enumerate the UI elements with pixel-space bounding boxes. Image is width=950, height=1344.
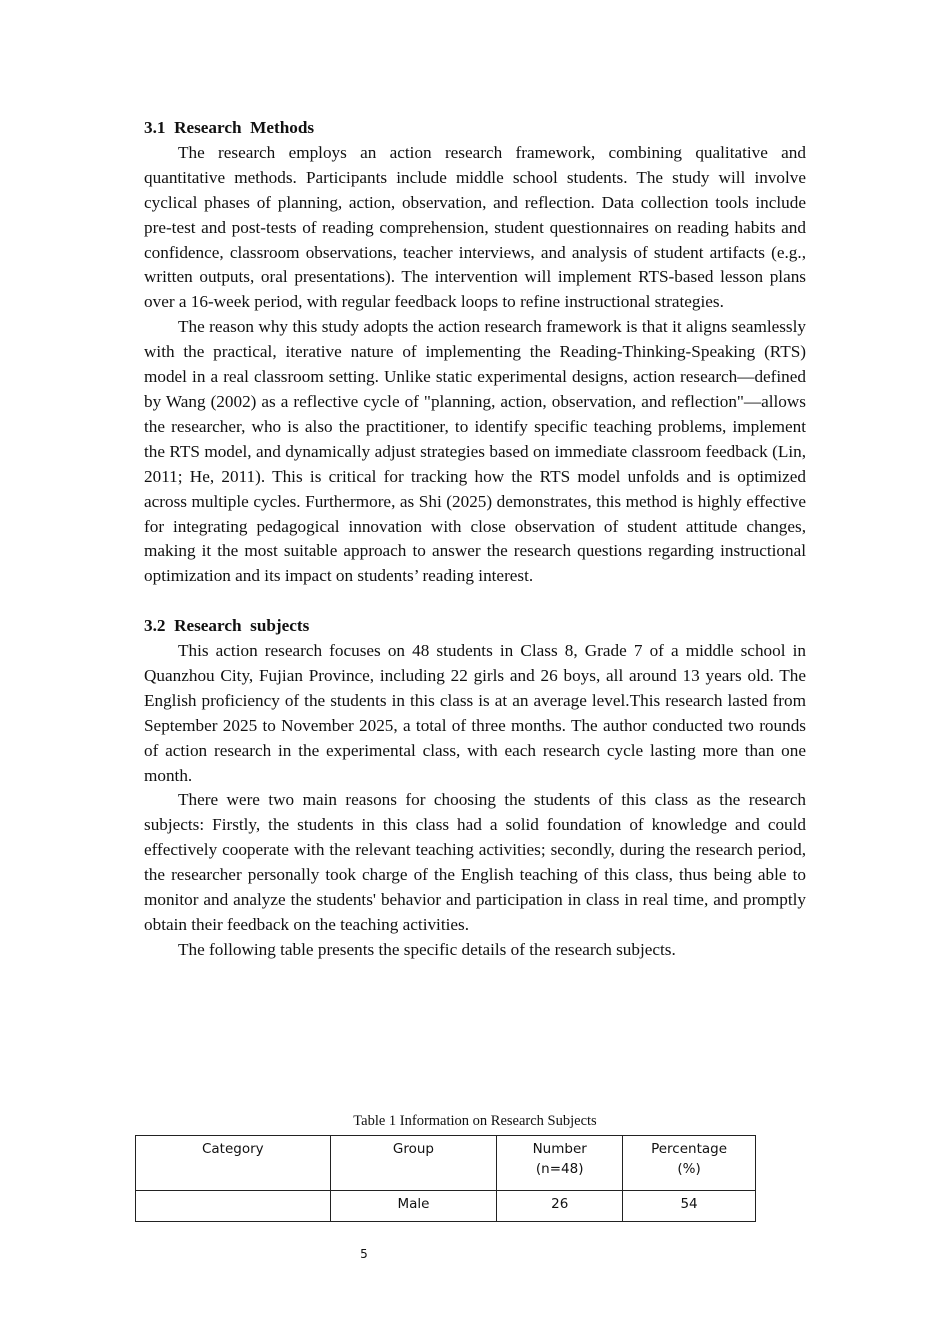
document-body	[144, 116, 806, 963]
header-category: Category	[136, 1136, 331, 1191]
paragraph-methods-rationale: The reason why this study adopts the action research framework is that it aligns seamlessly with the practical, iterative nature of implementing the Reading-Thinking-Speaking (RTS) model in a real classroom setting. Unlike static experimental designs, action research—defined by Wang (2002) as a reflective cycle of "planning, action, observation, and reflection"—allows the researcher, who is also the practitioner, to identify specific teaching problems, implement the RTS model, and dynamically adjust strategies based on immediate classroom feedback (Lin, 2011; He, 2011). This is critical for tracking how the RTS model unfolds and is optimized across multiple cycles. Furthermore, as Shi (2025) demonstrates, this method is highly effective for integrating pedagogical innovation with close observation of student attitude changes, making it the most suitable approach to answer the research questions regarding instructional optimization and its impact on students’ reading interest.	[144, 317, 806, 586]
cell-group: Male	[330, 1191, 497, 1222]
cell-category	[136, 1191, 331, 1222]
table-row	[136, 1191, 756, 1222]
page-number: 5	[360, 1247, 368, 1261]
paragraph-subjects-reasons: There were two main reasons for choosing the students of this class as the research subjects: Firstly, the students in this class had a solid foundation of knowledge and could effectively cooperate with the relevant teaching activities; secondly, during the research period, the researcher personally took charge of the English teaching of this class, thus being able to monitor and analyze the students' behavior and participation in class in real time, and promptly obtain their feedback on the teaching activities.	[144, 790, 806, 934]
header-number-label: Number	[532, 1141, 587, 1157]
header-number-sample: (n=48)	[535, 1161, 584, 1177]
header-percentage-unit: (%)	[677, 1161, 701, 1177]
header-percentage	[623, 1136, 756, 1191]
table-header-row	[136, 1136, 756, 1191]
section-gap	[144, 589, 806, 614]
table-caption: Table 1 Information on Research Subjects	[353, 1113, 597, 1129]
header-percentage-label: Percentage	[651, 1141, 728, 1157]
paragraph-methods-framework: The research employs an action research framework, combining qualitative and quantitative methods. Participants include middle school students. The study will involve cyclical phases of planning, action, observation, and reflection. Data collection tools include pre-test and post-tests of reading comprehension, student questionnaires on reading habits and confidence, classroom observations, teacher interviews, and analysis of student artifacts (e.g., written outputs, oral presentations). The intervention will implement RTS-based lesson plans over a 16-week period, with regular feedback loops to refine instructional strategies.	[144, 142, 806, 312]
section-heading-research-subjects: 3.2 Research subjects	[144, 616, 310, 636]
header-group: Group	[330, 1136, 497, 1191]
paragraph-table-intro: The following table presents the specific details of the research subjects.	[178, 939, 676, 959]
section-heading-research-methods: 3.1 Research Methods	[144, 118, 315, 137]
research-subjects-table	[135, 1135, 756, 1222]
cell-number: 26	[497, 1191, 623, 1222]
header-number	[497, 1136, 623, 1191]
cell-percentage: 54	[623, 1191, 756, 1222]
paragraph-subjects-description: This action research focuses on 48 students in Class 8, Grade 7 of a middle school in Quanzhou City, Fujian Province, including 22 girls and 26 boys, all around 13 years old. The English proficiency of the students in this class is at an average level.This research lasted from September 2025 to November 2025, a total of three months. The author conducted two rounds of action research in the experimental class, with each research cycle lasting more than one month.	[144, 641, 806, 785]
